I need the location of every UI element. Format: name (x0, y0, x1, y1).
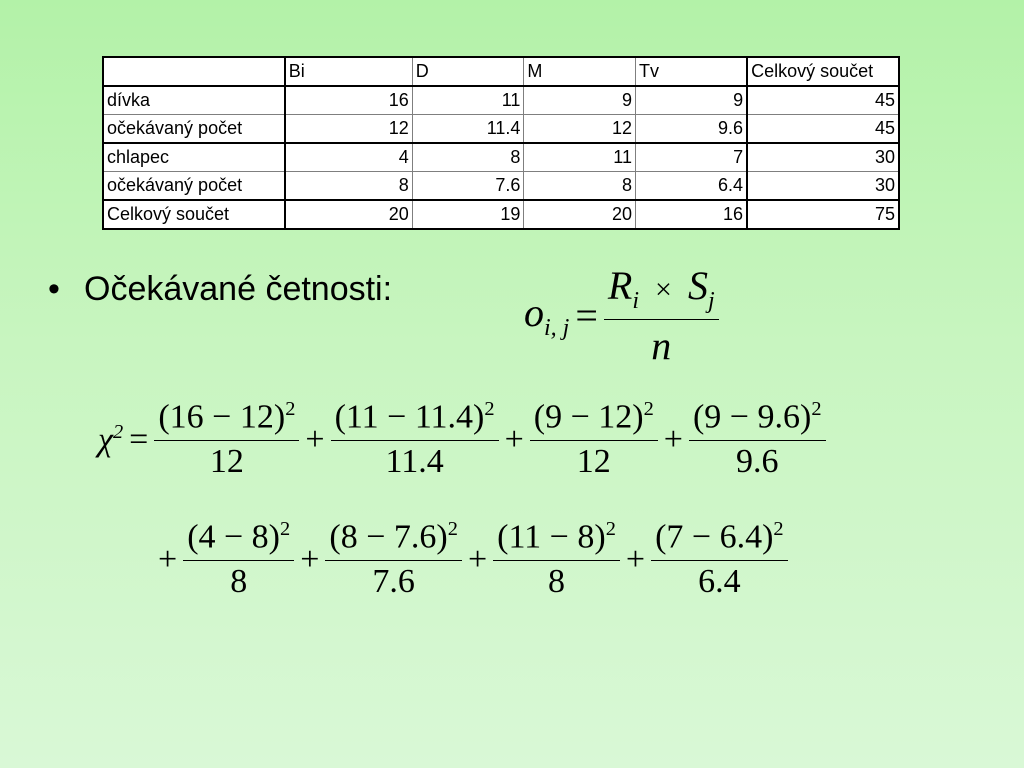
row-label: dívka (103, 86, 285, 115)
header-cell: Bi (285, 57, 412, 86)
table-cell: 20 (524, 200, 636, 229)
header-cell: Celkový součet (747, 57, 899, 86)
table-cell: 8 (285, 172, 412, 201)
bullet-dot: • (48, 270, 60, 308)
formula-fraction (604, 262, 719, 369)
header-cell: D (412, 57, 524, 86)
formula-lhs: $o_{i, j}$ (524, 290, 570, 341)
table-cell: 19 (412, 200, 524, 229)
table-row (103, 115, 899, 144)
contingency-table (102, 56, 900, 230)
plus-sign: + (467, 540, 488, 578)
table-header-row (103, 57, 899, 86)
table-cell: 75 (747, 200, 899, 229)
equals-sign: = (129, 420, 149, 458)
table-cell: 6.4 (635, 172, 747, 201)
table-cell: 11 (524, 143, 636, 172)
table-cell: 4 (285, 143, 412, 172)
chi-term: $\frac{(11 - 8)^2}{8}$ (493, 518, 620, 601)
table-cell: 11 (412, 86, 524, 115)
table-cell: 12 (285, 115, 412, 144)
table-cell: 16 (285, 86, 412, 115)
table-total-row (103, 200, 899, 229)
plus-sign: + (300, 540, 320, 578)
table-cell: 8 (412, 143, 524, 172)
header-cell (103, 57, 285, 86)
table-cell: 8 (524, 172, 636, 201)
table-row (103, 143, 899, 172)
chi-term: $\frac{(9 - 9.6)^2}{9.6}$ (689, 398, 826, 481)
bullet-text: Očekávané četnosti: (84, 270, 393, 308)
table-cell: 9 (635, 86, 747, 115)
fraction-numerator: $R_i \times S_j$ (607, 263, 715, 314)
table-cell: 30 (747, 143, 899, 172)
plus-sign: + (625, 540, 646, 578)
expected-frequency-formula (524, 262, 719, 369)
table-cell: 20 (285, 200, 412, 229)
row-label: očekávaný počet (103, 115, 285, 144)
plus-sign: + (663, 420, 683, 458)
chi-term: $\frac{(9 - 12)^2}{12}$ (530, 398, 658, 481)
header-cell: Tv (635, 57, 747, 86)
table-row (103, 172, 899, 201)
chi-term: $\frac{(16 - 12)^2}{12}$ (154, 398, 299, 481)
table-cell: 30 (747, 172, 899, 201)
table-cell: 45 (747, 115, 899, 144)
header-cell: M (524, 57, 636, 86)
table-cell: 7 (635, 143, 747, 172)
table-cell: 16 (635, 200, 747, 229)
chi-square-formula-row-1 (98, 398, 826, 481)
equals-sign: = (575, 293, 598, 338)
chi-symbol: $\chi^2$ (98, 420, 124, 458)
table-cell: 45 (747, 86, 899, 115)
chi-term: $\frac{(4 - 8)^2}{8}$ (183, 518, 294, 601)
chi-term: $\frac{(11 - 11.4)^2}{11.4}$ (331, 398, 499, 481)
chi-term: $\frac{(8 - 7.6)^2}{7.6}$ (325, 518, 462, 601)
table-cell: 7.6 (412, 172, 524, 201)
row-label: očekávaný počet (103, 172, 285, 201)
plus-sign: + (504, 420, 524, 458)
table-cell: 11.4 (412, 115, 524, 144)
table-row (103, 86, 899, 115)
row-label: chlapec (103, 143, 285, 172)
bullet-point (48, 270, 392, 309)
row-label: Celkový součet (103, 200, 285, 229)
chi-square-formula-row-2 (152, 518, 788, 601)
table-cell: 9.6 (635, 115, 747, 144)
plus-sign: + (158, 540, 178, 578)
chi-term: $\frac{(7 - 6.4)^2}{6.4}$ (651, 518, 788, 601)
table-cell: 12 (524, 115, 636, 144)
fraction-denominator: n (651, 323, 672, 368)
table-cell: 9 (524, 86, 636, 115)
plus-sign: + (305, 420, 325, 458)
